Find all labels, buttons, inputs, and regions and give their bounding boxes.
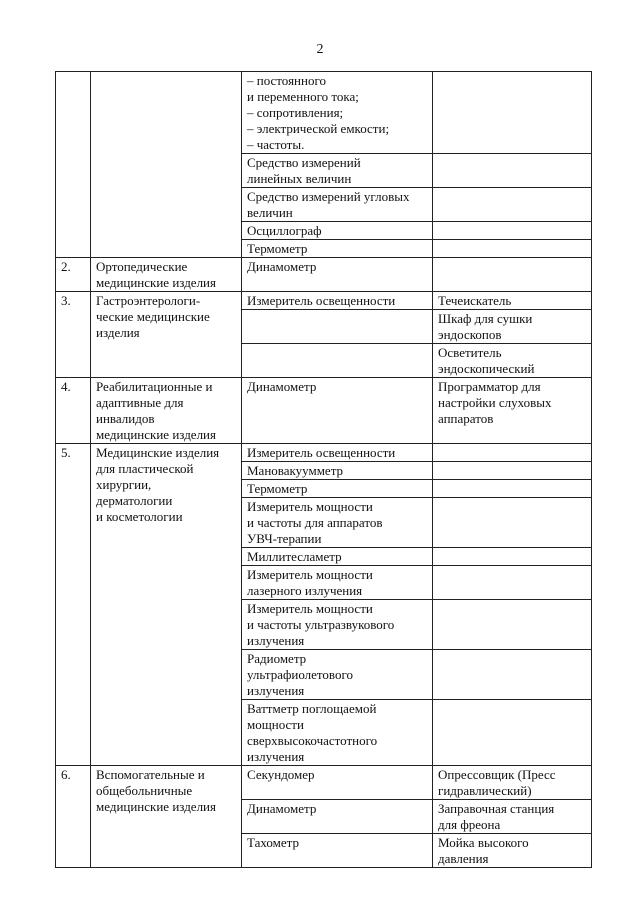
row-number-cell: 5. (56, 444, 91, 766)
category-cell: Вспомогательные и общебольничные медицинские изделия (91, 766, 242, 868)
table-row (56, 444, 592, 462)
equipment-cell: Заправочная станция для фреона (433, 800, 592, 834)
measure-cell: Мановакуумметр (242, 462, 433, 480)
measure-cell: Измеритель мощности и частоты для аппаратов УВЧ-терапии (242, 498, 433, 548)
table-body (56, 72, 592, 868)
measure-cell: Термометр (242, 240, 433, 258)
equipment-cell (433, 258, 592, 292)
row-number-cell: 6. (56, 766, 91, 868)
equipment-cell (433, 188, 592, 222)
equipment-cell: Осветитель эндоскопический (433, 344, 592, 378)
table-row (56, 378, 592, 444)
equipment-cell (433, 240, 592, 258)
measure-cell (242, 344, 433, 378)
measure-cell: Измеритель освещенности (242, 292, 433, 310)
equipment-table (55, 71, 592, 868)
equipment-cell (433, 548, 592, 566)
row-number-cell: 3. (56, 292, 91, 378)
measure-cell: Средство измерений угловых величин (242, 188, 433, 222)
list-item: – частоты. (247, 137, 305, 152)
measure-cell: Измеритель мощности и частоты ультразвукового излучения (242, 600, 433, 650)
measure-cell: Измеритель мощности лазерного излучения (242, 566, 433, 600)
measure-cell: Термометр (242, 480, 433, 498)
table-row (56, 258, 592, 292)
measure-cell: Средство измерений линейных величин (242, 154, 433, 188)
category-cell (91, 72, 242, 258)
row-number-cell: 4. (56, 378, 91, 444)
category-cell: Гастроэнтерологи- ческие медицинские изделия (91, 292, 242, 378)
table-row (56, 766, 592, 800)
equipment-cell (433, 154, 592, 188)
equipment-cell (433, 650, 592, 700)
row-number-cell (56, 72, 91, 258)
row-number-cell: 2. (56, 258, 91, 292)
equipment-cell (433, 700, 592, 766)
equipment-cell (433, 444, 592, 462)
equipment-cell (433, 222, 592, 240)
equipment-cell: Мойка высокого давления (433, 834, 592, 868)
equipment-cell (433, 498, 592, 548)
measure-cell: Измеритель освещенности (242, 444, 433, 462)
measure-cell: Динамометр (242, 378, 433, 444)
category-cell: Ортопедические медицинские изделия (91, 258, 242, 292)
equipment-cell (433, 600, 592, 650)
measure-cell: Динамометр (242, 258, 433, 292)
measure-cell: Динамометр (242, 800, 433, 834)
measure-cell: Секундомер (242, 766, 433, 800)
table-row (56, 72, 592, 154)
measure-cell (242, 72, 433, 154)
table-row (56, 292, 592, 310)
list-item: – электрической емкости; (247, 121, 390, 136)
list-item: – сопротивления; (247, 105, 344, 120)
equipment-cell (433, 72, 592, 154)
measure-cell: Тахометр (242, 834, 433, 868)
equipment-cell (433, 462, 592, 480)
measure-list (247, 73, 427, 153)
equipment-cell (433, 480, 592, 498)
page-number: 2 (316, 42, 324, 57)
equipment-cell (433, 566, 592, 600)
list-item: – постоянного и переменного тока; (247, 73, 359, 104)
measure-cell: Миллитесламетр (242, 548, 433, 566)
equipment-cell: Шкаф для сушки эндоскопов (433, 310, 592, 344)
category-cell: Реабилитационные и адаптивные для инвалидов медицинские изделия (91, 378, 242, 444)
measure-cell: Осциллограф (242, 222, 433, 240)
measure-cell: Ваттметр поглощаемой мощности сверхвысокочастотного излучения (242, 700, 433, 766)
category-cell: Медицинские изделия для пластической хирургии, дерматологии и косметологии (91, 444, 242, 766)
equipment-cell: Программатор для настройки слуховых аппаратов (433, 378, 592, 444)
equipment-cell: Опрессовщик (Пресс гидравлический) (433, 766, 592, 800)
measure-cell (242, 310, 433, 344)
equipment-cell: Течеискатель (433, 292, 592, 310)
measure-cell: Радиометр ультрафиолетового излучения (242, 650, 433, 700)
